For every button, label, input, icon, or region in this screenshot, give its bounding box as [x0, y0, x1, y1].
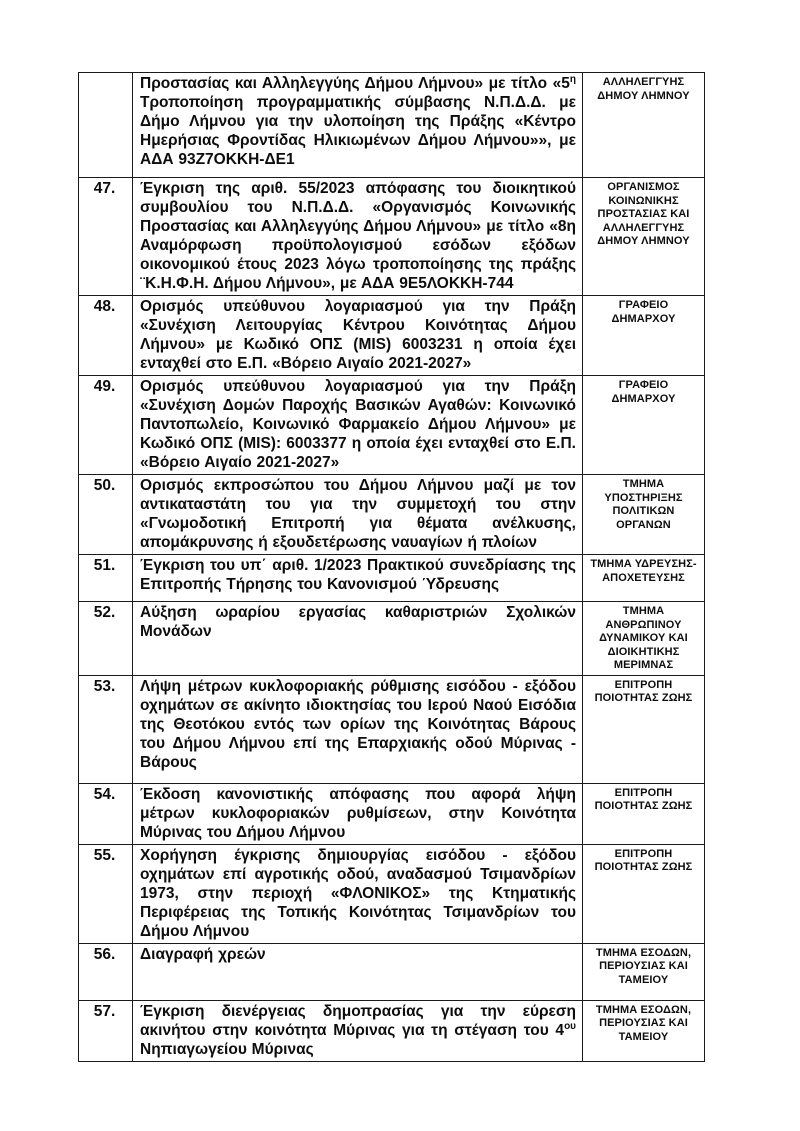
row-subject-cell: Αύξηση ωραρίου εργασίας καθαριστριών Σχολικών Μονάδων [133, 602, 583, 676]
row-subject-cell: Έγκριση της αριθ. 55/2023 απόφασης του διοικητικού συμβουλίου του Ν.Π.Δ.Δ. «Οργανισμός Κοινωνικής Προστασίας και Αλληλεγγύης Δήμου Λήμνου» με τίτλο «8η Αναμόρφωση προϋπολογισμού εσόδων εξόδων οικονομικού έτους 2023 λόγω τροποποίησης της πράξης ¨Κ.Η.Φ.Η. Δήμου Λήμνου», με ΑΔΑ 9Ε5ΛΟΚΚΗ-744 [133, 178, 583, 296]
row-number-cell: 57. [79, 1000, 133, 1061]
table-row [79, 555, 705, 602]
table-row [79, 376, 705, 475]
row-number-cell: 48. [79, 296, 133, 376]
table-row [79, 783, 705, 844]
row-department-cell: ΓΡΑΦΕΙΟ ΔΗΜΑΡΧΟΥ [583, 376, 705, 475]
row-subject-cell: Χορήγηση έγκρισης δημιουργίας εισόδου - εξόδου οχημάτων επί αγροτικής οδού, αναδασμού Τσιμανδρίων 1973, στην περιοχή «ΦΛΟΝΙΚΟΣ» της Κτηματικής Περιφέρειας της Τοπικής Κοινότητας Τσιμανδρίων του Δήμου Λήμνου [133, 844, 583, 943]
row-department-cell: ΤΜΗΜΑ ΕΣΟΔΩΝ, ΠΕΡΙΟΥΣΙΑΣ ΚΑΙ ΤΑΜΕΙΟΥ [583, 1000, 705, 1061]
row-number-cell [79, 73, 133, 178]
row-number-cell: 56. [79, 943, 133, 1000]
row-subject-cell: Προστασίας και Αλληλεγγύης Δήμου Λήμνου» με τίτλο «$5^\eta$ Τροποποίηση προγραμματικής σύμβασης Ν.Π.Δ.Δ. με Δήμο Λήμνου για την υλοποίηση της Πράξης «Κέντρο Ημερήσιας Φροντίδας Ηλικιωμένων Δήμου Λήμνου»», με ΑΔΑ 93Ζ7ΟΚΚΗ-ΔΕ1 [133, 73, 583, 178]
row-number-cell: 52. [79, 602, 133, 676]
superscript-text: η [569, 73, 576, 85]
table-row [79, 1000, 705, 1061]
row-department-cell: ΟΡΓΑΝΙΣΜΟΣ ΚΟΙΝΩΝΙΚΗΣ ΠΡΟΣΤΑΣΙΑΣ ΚΑΙ ΑΛΛΗΛΕΓΓΥΗΣ ΔΗΜΟΥ ΛΗΜΝΟΥ [583, 178, 705, 296]
row-department-cell: ΤΜΗΜΑ ΥΠΟΣΤΗΡΙΞΗΣ ΠΟΛΙΤΙΚΩΝ ΟΡΓΑΝΩΝ [583, 475, 705, 555]
row-subject-cell: Διαγραφή χρεών [133, 943, 583, 1000]
agenda-table [78, 72, 705, 1062]
row-department-cell: ΑΛΛΗΛΕΓΓΥΗΣ ΔΗΜΟΥ ΛΗΜΝΟΥ [583, 73, 705, 178]
row-number-cell: 47. [79, 178, 133, 296]
table-row [79, 475, 705, 555]
table-row [79, 602, 705, 676]
row-number-cell: 51. [79, 555, 133, 602]
row-subject-cell: Έγκριση διενέργειας δημοπρασίας για την εύρεση ακινήτου στην κοινότητα Μύρινας για τη στέγαση του $4^{o\upsilon}$ Νηπιαγωγείου Μύρινας [133, 1000, 583, 1061]
table-row [79, 675, 705, 783]
row-subject-cell: Ορισμός υπεύθυνου λογαριασμού για την Πράξη «Συνέχιση Λειτουργίας Κέντρου Κοινότητας Δήμου Λήμνου» με Κωδικό ΟΠΣ (MIS) 6003231 η οποία έχει ενταχθεί στο Ε.Π. «Βόρειο Αιγαίο 2021-2027» [133, 296, 583, 376]
row-subject-cell: Λήψη μέτρων κυκλοφοριακής ρύθμισης εισόδου - εξόδου οχημάτων σε ακίνητο ιδιοκτησίας του Ιερού Ναού Εισόδια της Θεοτόκου εντός των ορίων της Κοινότητας Βάρους του Δήμου Λήμνου επί της Επαρχιακής οδού Μύρινας - Βάρους [133, 675, 583, 783]
row-subject-cell: Έκδοση κανονιστικής απόφασης που αφορά λήψη μέτρων κυκλοφοριακών ρυθμίσεων, στην Κοινότητα Μύρινας του Δήμου Λήμνου [133, 783, 583, 844]
row-department-cell: ΓΡΑΦΕΙΟ ΔΗΜΑΡΧΟΥ [583, 296, 705, 376]
row-number-cell: 55. [79, 844, 133, 943]
table-row [79, 73, 705, 178]
row-department-cell: ΤΜΗΜΑ ΕΣΟΔΩΝ, ΠΕΡΙΟΥΣΙΑΣ ΚΑΙ ΤΑΜΕΙΟΥ [583, 943, 705, 1000]
row-number-cell: 49. [79, 376, 133, 475]
row-department-cell: ΕΠΙΤΡΟΠΗ ΠΟΙΟΤΗΤΑΣ ΖΩΗΣ [583, 844, 705, 943]
agenda-table-body [79, 73, 705, 1062]
row-department-cell: ΕΠΙΤΡΟΠΗ ΠΟΙΟΤΗΤΑΣ ΖΩΗΣ [583, 675, 705, 783]
row-number-cell: 53. [79, 675, 133, 783]
table-row [79, 178, 705, 296]
table-row [79, 844, 705, 943]
row-number-cell: 54. [79, 783, 133, 844]
row-number-cell: 50. [79, 475, 133, 555]
table-row [79, 296, 705, 376]
row-department-cell: ΤΜΗΜΑ ΥΔΡΕΥΣΗΣ-ΑΠΟΧΕΤΕΥΣΗΣ [583, 555, 705, 602]
row-department-cell: ΕΠΙΤΡΟΠΗ ΠΟΙΟΤΗΤΑΣ ΖΩΗΣ [583, 783, 705, 844]
row-subject-cell: Ορισμός εκπροσώπου του Δήμου Λήμνου μαζί με τον αντικαταστάτη του για την συμμετοχή του στην «Γνωμοδοτική Επιτροπή για θέματα ανέλκυσης, απομάκρυνσης ή εξουδετέρωσης ναυαγίων ή πλοίων [133, 475, 583, 555]
row-department-cell: ΤΜΗΜΑ ΑΝΘΡΩΠΙΝΟΥ ΔΥΝΑΜΙΚΟΥ ΚΑΙ ΔΙΟΙΚΗΤΙΚΗΣ ΜΕΡΙΜΝΑΣ [583, 602, 705, 676]
table-row [79, 943, 705, 1000]
row-subject-cell: Ορισμός υπεύθυνου λογαριασμού για την Πράξη «Συνέχιση Δομών Παροχής Βασικών Αγαθών: Κοινωνικό Παντοπωλείο, Κοινωνικό Φαρμακείο Δήμου Λήμνου» με Κωδικό ΟΠΣ (MIS): 6003377 η οποία έχει ενταχθεί στο Ε.Π. «Βόρειο Αιγαίο 2021-2027» [133, 376, 583, 475]
superscript-text: ου [564, 1020, 576, 1032]
row-subject-cell: Έγκριση του υπ΄ αριθ. 1/2023 Πρακτικού συνεδρίασης της Επιτροπής Τήρησης του Κανονισμού Ύδρευσης [133, 555, 583, 602]
